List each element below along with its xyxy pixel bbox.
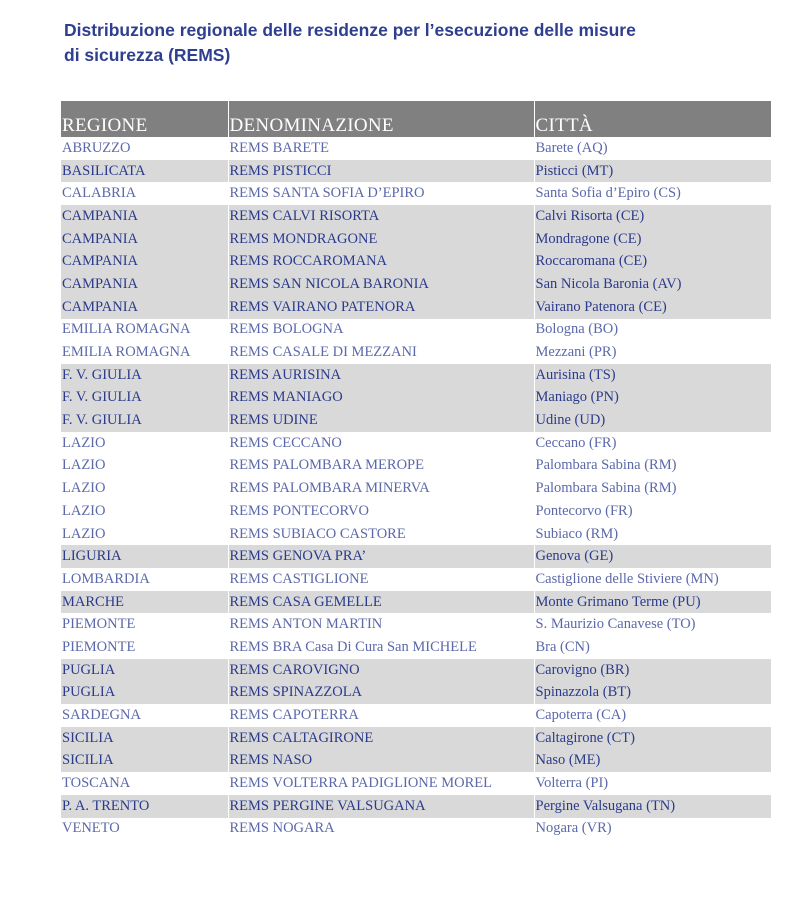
- cell-regione: F. V. GIULIA: [61, 409, 228, 432]
- cell-denominazione: REMS GENOVA PRA’: [228, 545, 534, 568]
- cell-regione: VENETO: [62, 820, 120, 837]
- cell-denominazione: REMS NASO: [228, 750, 534, 773]
- cell-citta: Carovigno (BR): [534, 659, 771, 682]
- table-row: [61, 455, 771, 478]
- document-title: [64, 18, 764, 68]
- table-row: [61, 591, 771, 614]
- cell-citta: Udine (UD): [534, 409, 771, 432]
- cell-regione: MARCHE: [61, 591, 228, 614]
- cell-denominazione: REMS CALTAGIRONE: [228, 727, 534, 750]
- table-row: [61, 432, 771, 455]
- cell-denominazione: REMS CAROVIGNO: [228, 659, 534, 682]
- table-row: [61, 250, 771, 273]
- cell-regione: SICILIA: [61, 750, 228, 773]
- rems-table: [61, 101, 771, 840]
- cell-citta: Naso (ME): [534, 750, 771, 773]
- cell-denominazione: REMS CASTIGLIONE: [228, 568, 534, 591]
- cell-regione: PUGLIA: [61, 659, 228, 682]
- table-row: [61, 659, 771, 682]
- cell-citta: Aurisina (TS): [534, 364, 771, 387]
- cell-regione: PIEMONTE: [62, 616, 136, 633]
- cell-regione: CAMPANIA: [61, 205, 228, 228]
- table-row: [61, 636, 771, 659]
- table-row: [61, 273, 771, 296]
- cell-citta: Barete (AQ): [534, 137, 771, 160]
- cell-regione: SICILIA: [61, 727, 228, 750]
- cell-denominazione: REMS CECCANO: [228, 432, 534, 455]
- cell-denominazione: REMS PISTICCI: [228, 160, 534, 183]
- cell-regione: ABRUZZO: [62, 139, 131, 156]
- cell-regione: F. V. GIULIA: [61, 364, 228, 387]
- cell-denominazione: REMS ANTON MARTIN: [228, 613, 534, 636]
- cell-citta: Pergine Valsugana (TN): [534, 795, 771, 818]
- cell-citta: Calvi Risorta (CE): [534, 205, 771, 228]
- table-row: [61, 682, 771, 705]
- cell-regione: LAZIO: [62, 480, 106, 497]
- table-row: [61, 296, 771, 319]
- table-row: [61, 500, 771, 523]
- table-row: [61, 613, 771, 636]
- header-citta: CITTÀ: [534, 101, 771, 137]
- cell-citta: Monte Grimano Terme (PU): [534, 591, 771, 614]
- cell-denominazione: REMS SAN NICOLA BARONIA: [228, 273, 534, 296]
- cell-denominazione: REMS CAPOTERRA: [228, 704, 534, 727]
- table-row: [61, 568, 771, 591]
- cell-denominazione: REMS CALVI RISORTA: [228, 205, 534, 228]
- cell-denominazione: REMS NOGARA: [228, 818, 534, 841]
- cell-citta: Santa Sofia d’Epiro (CS): [534, 182, 771, 205]
- cell-denominazione: REMS PONTECORVO: [228, 500, 534, 523]
- cell-denominazione: REMS SANTA SOFIA D’EPIRO: [228, 182, 534, 205]
- table-header-row: [61, 101, 771, 137]
- cell-regione: LAZIO: [62, 525, 106, 542]
- table-row: [61, 523, 771, 546]
- cell-denominazione: REMS PALOMBARA MEROPE: [228, 455, 534, 478]
- table-row: [61, 750, 771, 773]
- cell-citta: S. Maurizio Canavese (TO): [534, 613, 771, 636]
- table-row: [61, 818, 771, 841]
- cell-regione: CAMPANIA: [61, 228, 228, 251]
- cell-regione: LAZIO: [62, 434, 106, 451]
- table-row: [61, 409, 771, 432]
- cell-regione: PIEMONTE: [62, 638, 136, 655]
- cell-citta: Palombara Sabina (RM): [534, 477, 771, 500]
- table-row: [61, 205, 771, 228]
- table-body: [61, 137, 771, 840]
- header-denominazione: DENOMINAZIONE: [228, 101, 534, 137]
- cell-regione: PUGLIA: [61, 682, 228, 705]
- cell-denominazione: REMS ROCCAROMANA: [228, 250, 534, 273]
- cell-regione: SARDEGNA: [62, 707, 141, 724]
- cell-denominazione: REMS MANIAGO: [228, 387, 534, 410]
- table-row: [61, 182, 771, 205]
- cell-regione: LAZIO: [62, 502, 106, 519]
- cell-regione: LIGURIA: [61, 545, 228, 568]
- cell-regione: CAMPANIA: [61, 296, 228, 319]
- cell-citta: San Nicola Baronia (AV): [534, 273, 771, 296]
- cell-regione: TOSCANA: [62, 775, 131, 792]
- cell-citta: Vairano Patenora (CE): [534, 296, 771, 319]
- cell-citta: Spinazzola (BT): [534, 682, 771, 705]
- cell-denominazione: REMS VOLTERRA PADIGLIONE MOREL: [228, 772, 534, 795]
- cell-regione: CALABRIA: [62, 185, 137, 202]
- cell-citta: Bra (CN): [534, 636, 771, 659]
- cell-citta: Capoterra (CA): [534, 704, 771, 727]
- cell-citta: Genova (GE): [534, 545, 771, 568]
- cell-citta: Pontecorvo (FR): [534, 500, 771, 523]
- table-row: [61, 160, 771, 183]
- cell-denominazione: REMS SUBIACO CASTORE: [228, 523, 534, 546]
- table-row: [61, 704, 771, 727]
- cell-denominazione: REMS PALOMBARA MINERVA: [228, 477, 534, 500]
- cell-citta: Castiglione delle Stiviere (MN): [534, 568, 771, 591]
- cell-regione: EMILIA ROMAGNA: [62, 344, 191, 361]
- table-row: [61, 795, 771, 818]
- cell-denominazione: REMS AURISINA: [228, 364, 534, 387]
- cell-denominazione: REMS UDINE: [228, 409, 534, 432]
- cell-denominazione: REMS PERGINE VALSUGANA: [228, 795, 534, 818]
- table-row: [61, 477, 771, 500]
- cell-regione: P. A. TRENTO: [61, 795, 228, 818]
- table-row: [61, 341, 771, 364]
- table-row: [61, 228, 771, 251]
- table-row: [61, 545, 771, 568]
- cell-citta: Mondragone (CE): [534, 228, 771, 251]
- cell-citta: Nogara (VR): [534, 818, 771, 841]
- cell-regione: LAZIO: [62, 457, 106, 474]
- cell-denominazione: REMS CASALE DI MEZZANI: [228, 341, 534, 364]
- table-row: [61, 727, 771, 750]
- cell-regione: CAMPANIA: [61, 273, 228, 296]
- cell-citta: Caltagirone (CT): [534, 727, 771, 750]
- cell-denominazione: REMS MONDRAGONE: [228, 228, 534, 251]
- cell-citta: Ceccano (FR): [534, 432, 771, 455]
- cell-denominazione: REMS BOLOGNA: [228, 319, 534, 342]
- table-row: [61, 137, 771, 160]
- cell-regione: EMILIA ROMAGNA: [62, 321, 191, 338]
- header-regione: REGIONE: [61, 101, 228, 137]
- cell-regione: LOMBARDIA: [62, 570, 150, 587]
- cell-denominazione: REMS BRA Casa Di Cura San MICHELE: [228, 636, 534, 659]
- cell-citta: Volterra (PI): [534, 772, 771, 795]
- cell-citta: Roccaromana (CE): [534, 250, 771, 273]
- table-row: [61, 772, 771, 795]
- cell-citta: Subiaco (RM): [534, 523, 771, 546]
- cell-regione: BASILICATA: [61, 160, 228, 183]
- table-row: [61, 319, 771, 342]
- title-line-2: di sicurezza (REMS): [64, 45, 231, 65]
- cell-regione: F. V. GIULIA: [61, 387, 228, 410]
- table-row: [61, 387, 771, 410]
- cell-citta: Maniago (PN): [534, 387, 771, 410]
- cell-denominazione: REMS CASA GEMELLE: [228, 591, 534, 614]
- cell-denominazione: REMS SPINAZZOLA: [228, 682, 534, 705]
- cell-citta: Palombara Sabina (RM): [534, 455, 771, 478]
- cell-denominazione: REMS BARETE: [228, 137, 534, 160]
- cell-citta: Pisticci (MT): [534, 160, 771, 183]
- title-line-1: Distribuzione regionale delle residenze per l’esecuzione delle misure: [64, 20, 636, 40]
- table-row: [61, 364, 771, 387]
- cell-regione: CAMPANIA: [61, 250, 228, 273]
- cell-citta: Bologna (BO): [534, 319, 771, 342]
- cell-citta: Mezzani (PR): [534, 341, 771, 364]
- cell-denominazione: REMS VAIRANO PATENORA: [228, 296, 534, 319]
